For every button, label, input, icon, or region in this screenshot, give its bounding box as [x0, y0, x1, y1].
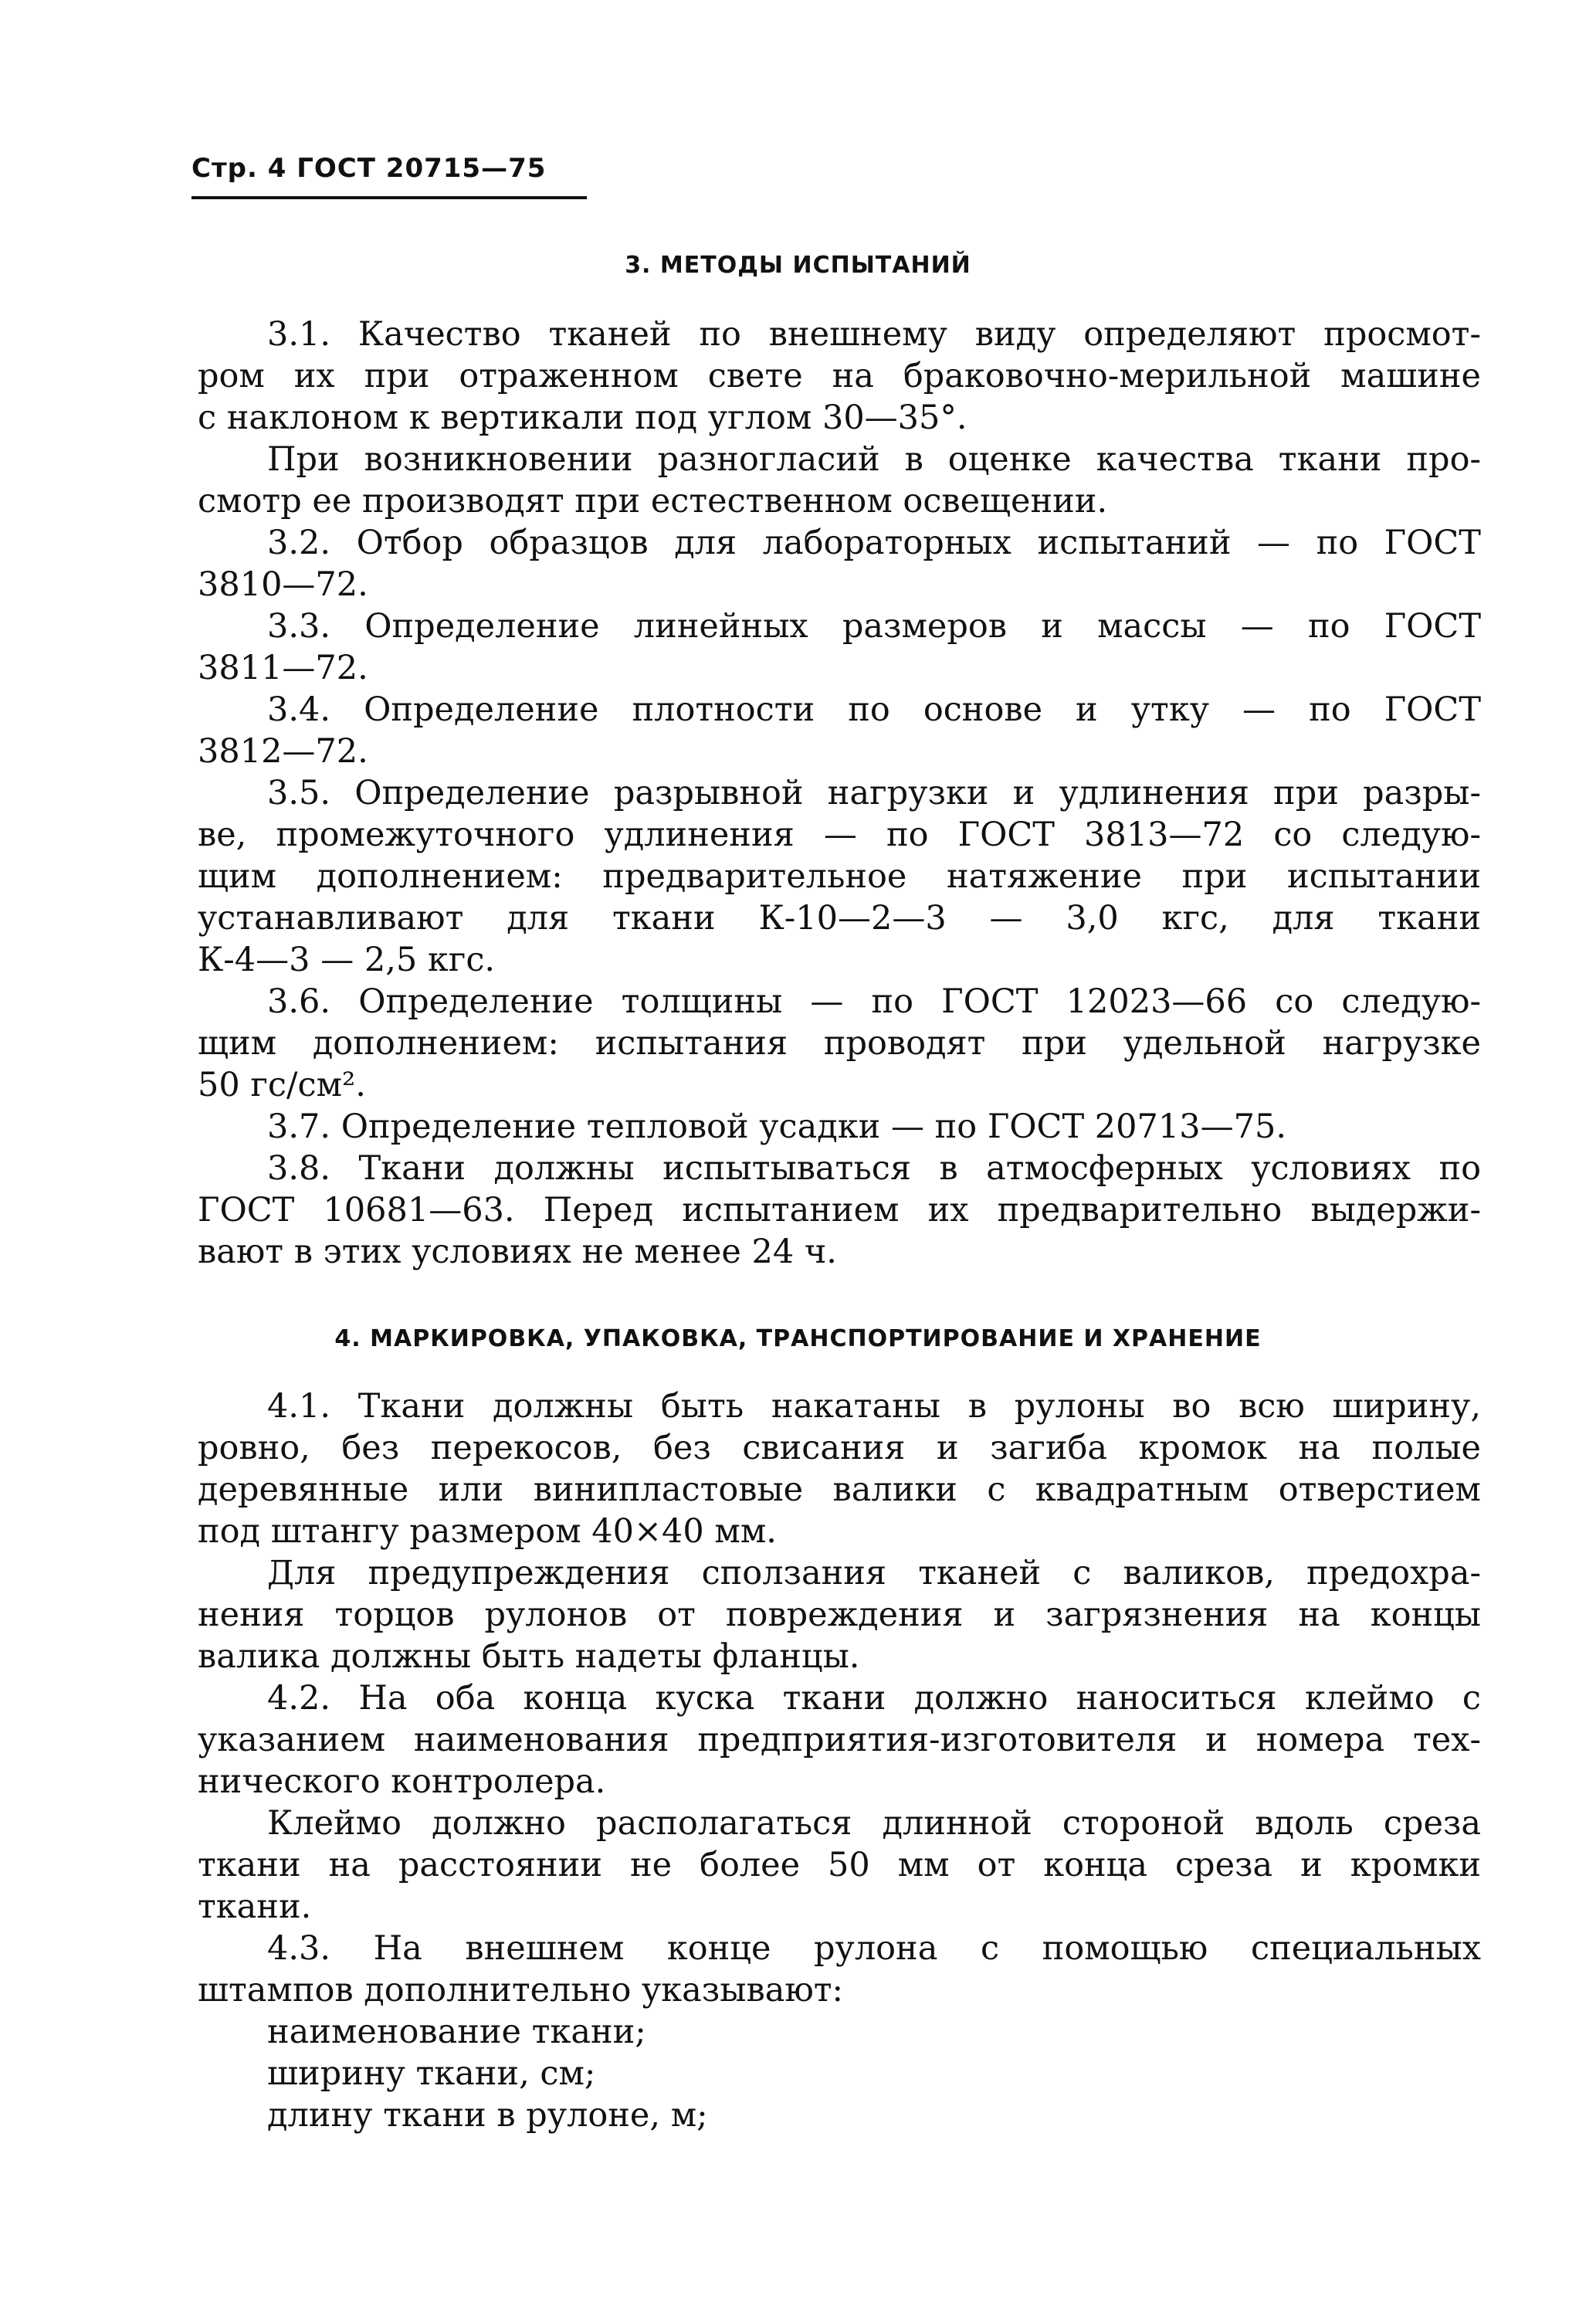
- text-line: ткани.: [198, 1887, 312, 1926]
- text-line: 3812—72.: [198, 732, 368, 771]
- text-line: длину ткани в рулоне, м;: [267, 2096, 708, 2135]
- text-line: нения торцов рулонов от повреждения и загрязнения на концы: [198, 1596, 1481, 1634]
- text-line: смотр ее производят при естественном освещении.: [198, 482, 1108, 521]
- text-line: нического контролера.: [198, 1762, 606, 1801]
- text-line: ве, промежуточного удлинения — по ГОСТ 3813—72 со следую-: [198, 816, 1481, 854]
- text-line: ширину ткани, см;: [267, 2054, 596, 2093]
- text-line: указанием наименования предприятия-изготовителя и номера тех-: [198, 1721, 1481, 1759]
- text-line: щим дополнением: предварительное натяжение при испытании: [198, 857, 1481, 896]
- text-line: деревянные или винипластовые валики с квадратным отверстием: [198, 1470, 1481, 1509]
- text-line: Для предупреждения сползания тканей с валиков, предохра-: [267, 1554, 1481, 1592]
- text-line: под штангу размером 40×40 мм.: [198, 1512, 777, 1551]
- text-line: 3.4. Определение плотности по основе и утку — по ГОСТ: [267, 690, 1481, 729]
- text-line: Клеймо должно располагаться длинной стороной вдоль среза: [267, 1804, 1481, 1843]
- text-line: 3.6. Определение толщины — по ГОСТ 12023—66 со следую-: [267, 982, 1481, 1021]
- text-line: К-4—3 — 2,5 кгс.: [198, 941, 496, 979]
- text-line: 3.8. Ткани должны испытываться в атмосферных условиях по: [267, 1149, 1481, 1188]
- text-line: 50 гс/см².: [198, 1066, 366, 1104]
- text-line: 3.3. Определение линейных размеров и массы — по ГОСТ: [267, 607, 1481, 646]
- text-line: 3810—72.: [198, 565, 368, 604]
- text-line: устанавливают для ткани К-10—2—3 — 3,0 кгс, для ткани: [198, 899, 1481, 938]
- text-line: вают в этих условиях не менее 24 ч.: [198, 1233, 837, 1271]
- text-line: ром их при отраженном свете на браковочно-мерильной машине: [198, 357, 1481, 395]
- text-line: 4.2. На оба конца куска ткани должно наноситься клеймо с: [267, 1679, 1481, 1718]
- text-line: 3.5. Определение разрывной нагрузки и удлинения при разры-: [267, 774, 1481, 812]
- text-line: ГОСТ 10681—63. Перед испытанием их предварительно выдержи-: [198, 1191, 1481, 1229]
- text-line: ровно, без перекосов, без свисания и загиба кромок на полые: [198, 1429, 1481, 1467]
- text-line: с наклоном к вертикали под углом 30—35°.: [198, 399, 967, 437]
- text-line: наименование ткани;: [267, 2013, 646, 2051]
- running-head: Стр. 4 ГОСТ 20715—75: [191, 153, 547, 184]
- text-line: 3.1. Качество тканей по внешнему виду определяют просмот-: [267, 315, 1481, 354]
- text-line: 4.1. Ткани должны быть накатаны в рулоны во всю ширину,: [267, 1387, 1481, 1426]
- text-line: 3811—72.: [198, 649, 368, 687]
- section-4-heading: 4. МАРКИРОВКА, УПАКОВКА, ТРАНСПОРТИРОВАНИЕ И ХРАНЕНИЕ: [334, 1325, 1262, 1352]
- section-3-heading: 3. МЕТОДЫ ИСПЫТАНИЙ: [625, 252, 971, 279]
- text-line: 4.3. На внешнем конце рулона с помощью специальных: [267, 1929, 1481, 1968]
- text-line: ткани на расстоянии не более 50 мм от конца среза и кромки: [198, 1846, 1481, 1884]
- text-line: 3.2. Отбор образцов для лабораторных испытаний — по ГОСТ: [267, 524, 1481, 562]
- header-rule: [191, 196, 587, 199]
- text-line: штампов дополнительно указывают:: [198, 1971, 844, 2009]
- text-line: щим дополнением: испытания проводят при удельной нагрузке: [198, 1024, 1481, 1063]
- text-line: 3.7. Определение тепловой усадки — по ГОСТ 20713—75.: [267, 1107, 1286, 1146]
- text-line: валика должны быть надеты фланцы.: [198, 1637, 860, 1676]
- text-line: При возникновении разногласий в оценке качества ткани про-: [267, 440, 1481, 479]
